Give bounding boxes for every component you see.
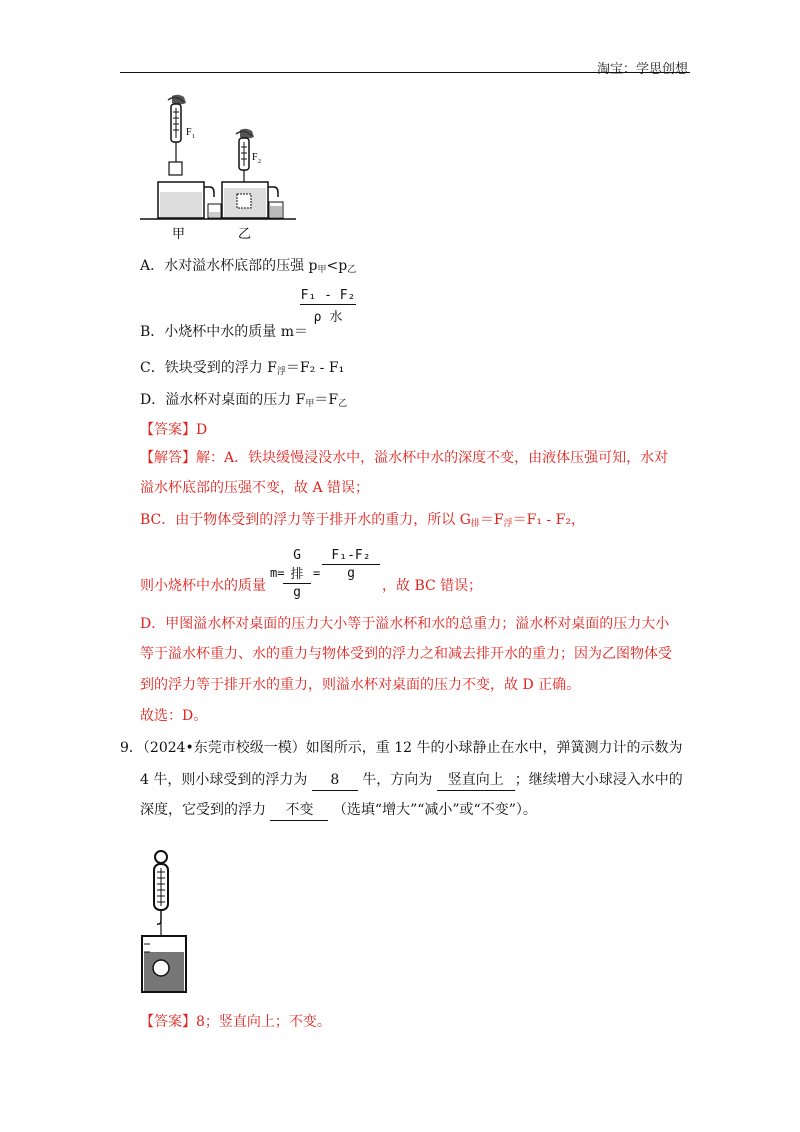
label-f1-sub: 1	[192, 134, 195, 140]
q9-blank-direction: 竖直向上	[437, 770, 515, 791]
q9-line-3a: 深度，它受到的浮力	[140, 802, 266, 818]
q8-analysis-5: D．甲图溢水杯对桌面的压力大小等于溢水杯和水的总重力；溢水杯对桌面的压力大小	[140, 616, 670, 632]
label-f2-sub: 2	[258, 159, 261, 165]
mass-m-eq: m=	[270, 566, 285, 580]
q8-analysis-4	[140, 576, 266, 596]
caption-a: 甲	[172, 227, 186, 242]
q8-analysis-7: 到的浮力等于排开水的重力，则溢水杯对桌面的压力不变，故 D 正确。	[140, 677, 581, 693]
option-d-mid: ＝F	[314, 392, 339, 408]
figure-overflow-apparatus	[138, 92, 298, 242]
q9-line-2a: 4 牛，则小球受到的浮力为	[140, 772, 308, 788]
option-a-mid: <p	[326, 258, 348, 274]
q9-line-3	[140, 800, 537, 821]
mass-frac2-den: g	[347, 566, 355, 581]
q8-analysis-4a: 则小烧杯中水的质量	[140, 578, 266, 594]
q8-analysis-3-sub2: 浮	[503, 519, 513, 529]
iron-block	[169, 162, 182, 175]
q9-line-2	[140, 770, 683, 791]
q9-line-2c: ；继续增大小球浸入水中的	[514, 772, 683, 788]
caption-b: 乙	[238, 227, 252, 242]
label-f1: F	[186, 127, 192, 138]
mass-fraction-2	[322, 548, 380, 581]
header-shop-text: 淘宝：学思创想	[596, 62, 688, 77]
q9-blank-change: 不变	[270, 800, 328, 821]
q8-analysis-3-sub1: 排	[470, 519, 480, 529]
mass-frac2-num: F₁-F₂	[331, 548, 371, 563]
option-b-fraction	[300, 288, 356, 325]
option-a-text: A．水对溢水杯底部的压强 p	[140, 258, 318, 274]
q9-answer: 【答案】8；竖直向上；不变。	[140, 1014, 331, 1030]
spring-scale-icon	[171, 104, 181, 162]
option-b-text: B．小烧杯中水的质量 m＝	[140, 324, 309, 340]
option-a-sub1: 甲	[317, 265, 327, 275]
option-b	[140, 322, 308, 342]
mass-frac1-den: g	[293, 585, 301, 600]
q9-line-1: 9．（2024•东莞市校级一模）如图所示，重 12 牛的小球静止在水中，弹簧测力计的示数为	[120, 740, 683, 756]
overflow-cup-a	[158, 182, 221, 218]
ball-icon	[153, 960, 169, 976]
q8-analysis-3b: ＝F	[479, 512, 504, 528]
option-d-sub2: 乙	[338, 399, 348, 409]
q8-analysis-3a: BC．由于物体受到的浮力等于排开水的重力，所以 G	[140, 512, 471, 528]
option-b-frac-den: ρ 水	[313, 310, 343, 325]
option-d-text: D．溢水杯对桌面的压力 F	[140, 392, 306, 408]
q8-analysis-1: 【解答】解：A．铁块缓慢浸没水中，溢水杯中水的深度不变，由液体压强可知，水对	[140, 450, 669, 466]
q9-line-3b: （选填“增大”“减小”或“不变”）。	[332, 802, 537, 818]
hand-icon	[168, 95, 186, 105]
option-b-frac-num: F₁ - F₂	[300, 288, 356, 303]
option-d	[140, 390, 347, 414]
q8-analysis-2: 溢水杯底部的压强不变，故 A 错误；	[140, 480, 370, 496]
mass-fraction-1	[283, 548, 311, 600]
figure-ball-in-water	[138, 848, 198, 998]
option-c	[140, 358, 344, 382]
option-c-suffix: ＝F₂ - F₁	[285, 360, 345, 376]
q9-line-2b: 牛，方向为	[362, 772, 433, 788]
q9-blank-buoyancy: 8	[312, 770, 358, 791]
q8-analysis-4b: ，故 BC 错误；	[382, 578, 483, 594]
overflow-cup-b	[222, 182, 283, 218]
mass-eq2: =	[313, 566, 321, 580]
ring-icon	[155, 851, 167, 863]
label-f2: F	[252, 152, 258, 163]
option-d-sub1: 甲	[305, 399, 315, 409]
option-a	[140, 256, 356, 280]
hand-icon	[236, 129, 254, 139]
q8-analysis-6: 等于溢水杯重力、水的重力与物体受到的浮力之和减去排开水的重力；因为乙图物体受	[140, 646, 672, 662]
option-c-text: C．铁块受到的浮力 F	[140, 360, 277, 376]
option-c-sub: 浮	[276, 367, 286, 377]
option-a-sub2: 乙	[347, 265, 357, 275]
q8-choice: 故选：D。	[140, 708, 208, 724]
q8-analysis-3	[140, 510, 585, 534]
header-rule	[120, 72, 690, 73]
q8-answer: 【答案】D	[140, 422, 208, 438]
q8-analysis-3c: ＝F₁ - F₂，	[512, 512, 585, 528]
mass-frac1-num: G 排	[290, 548, 304, 582]
